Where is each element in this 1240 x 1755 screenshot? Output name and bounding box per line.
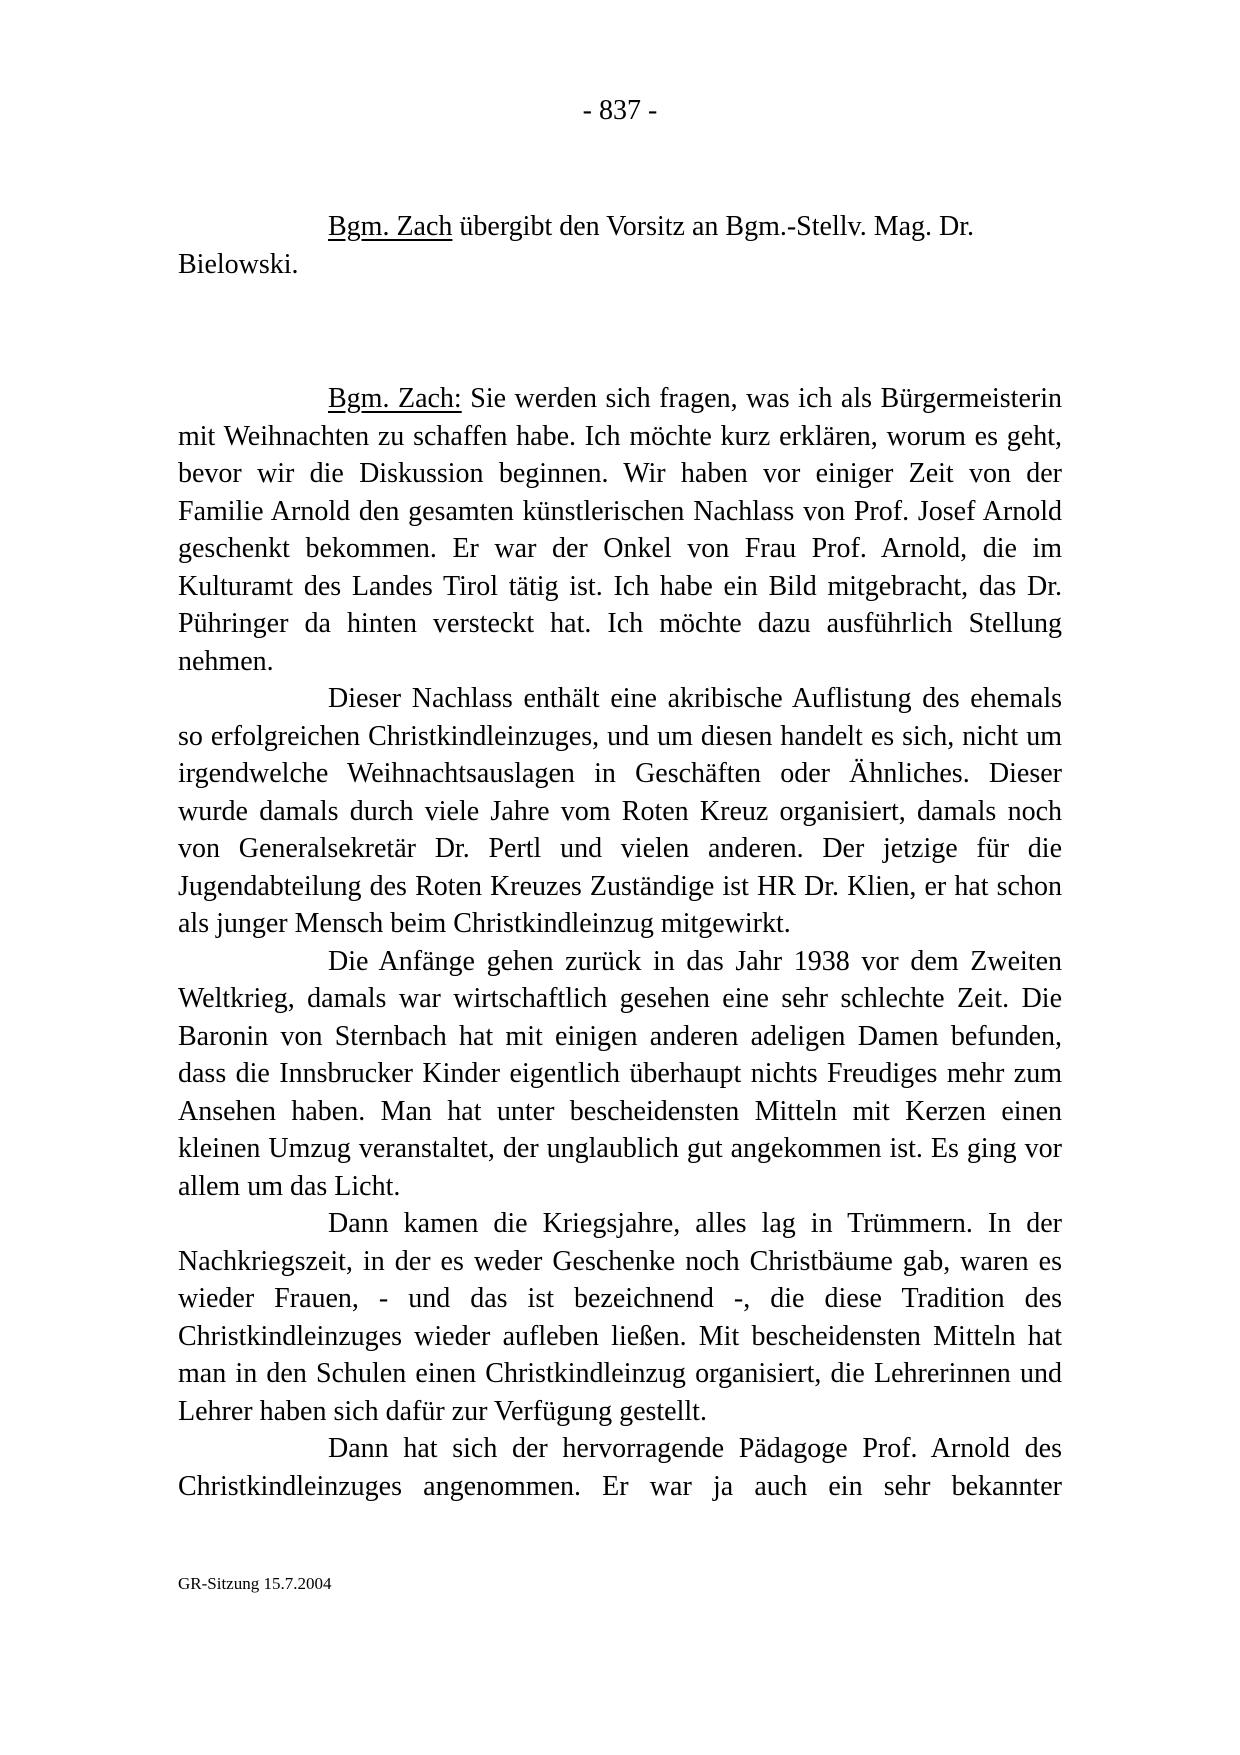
- footer-session-date: GR-Sitzung 15.7.2004: [178, 1574, 332, 1593]
- speech-paragraph-5: Dann hat sich der hervorragende Pädagoge Prof. Arnold des Christkindleinzuges angenommen. Er war ja auch ein sehr bekannter: [178, 1433, 1062, 1502]
- speech-paragraph-3: Die Anfänge gehen zurück in das Jahr 1938 vor dem Zweiten Weltkrieg, damals war wirtschaftlich gesehen eine sehr schlechte Zeit. Die Baronin von Sternbach hat mit einigen anderen adeligen Damen befunden, dass die Innsbrucker Kinder eigentlich überhaupt nichts Freudiges mehr zum Ansehen haben. Man hat unter bescheidensten Mitteln mit Kerzen einen kleinen Umzug veranstaltet, der unglaublich gut angekommen ist. Es ging vor allem um das Licht.: [178, 945, 1062, 1202]
- intro-block: [178, 208, 1062, 283]
- speech-paragraph-4: Dann kamen die Kriegsjahre, alles lag in Trümmern. In der Nachkriegszeit, in der es weder Geschenke noch Christbäume gab, waren es wieder Frauen, - und das ist bezeichnend -, die diese Tradition des Christkindleinzuges wieder aufleben ließen. Mit bescheidensten Mitteln hat man in den Schulen einen Christkindleinzug organisiert, die Lehrerinnen und Lehrer haben sich dafür zur Verfügung gestellt.: [178, 1208, 1062, 1427]
- speech-speaker: Bgm. Zach:: [328, 383, 462, 414]
- speech-paragraph-1: [178, 380, 1062, 680]
- intro-text: übergibt den Vorsitz an Bgm.-Stellv. Mag. Dr. Bielowski.: [178, 211, 975, 280]
- intro-speaker: Bgm. Zach: [328, 211, 453, 242]
- speech-paragraph-1-text: Sie werden sich fragen, was ich als Bürgermeisterin mit Weihnachten zu schaffen habe. Ich möchte kurz erklären, worum es geht, bevor wir die Diskussion beginnen. Wir haben vor einiger Zeit von der Familie Arnold den gesamten künstlerischen Nachlass von Prof. Josef Arnold geschenkt bekommen. Er war der Onkel von Frau Prof. Arnold, die im Kulturamt des Landes Tirol tätig ist. Ich habe ein Bild mitgebracht, das Dr. Pühringer da hinten versteckt hat. Ich möchte dazu ausführlich Stellung nehmen.: [178, 383, 1062, 677]
- page-number: - 837 -: [582, 95, 658, 126]
- speech-paragraph-2: Dieser Nachlass enthält eine akribische Auflistung des ehemals so erfolgreichen Christkindleinzuges, und um diesen handelt es sich, nicht um irgendwelche Weihnachtsauslagen in Geschäften oder Ähnliches. Dieser wurde damals durch viele Jahre vom Roten Kreuz organisiert, damals noch von Generalsekretär Dr. Pertl und vielen anderen. Der jetzige für die Jugendabteilung des Roten Kreuzes Zuständige ist HR Dr. Klien, er hat schon als junger Mensch beim Christkindleinzug mitgewirkt.: [178, 683, 1062, 939]
- intro-paragraph: [178, 208, 1062, 283]
- speech-block: [178, 380, 1062, 1505]
